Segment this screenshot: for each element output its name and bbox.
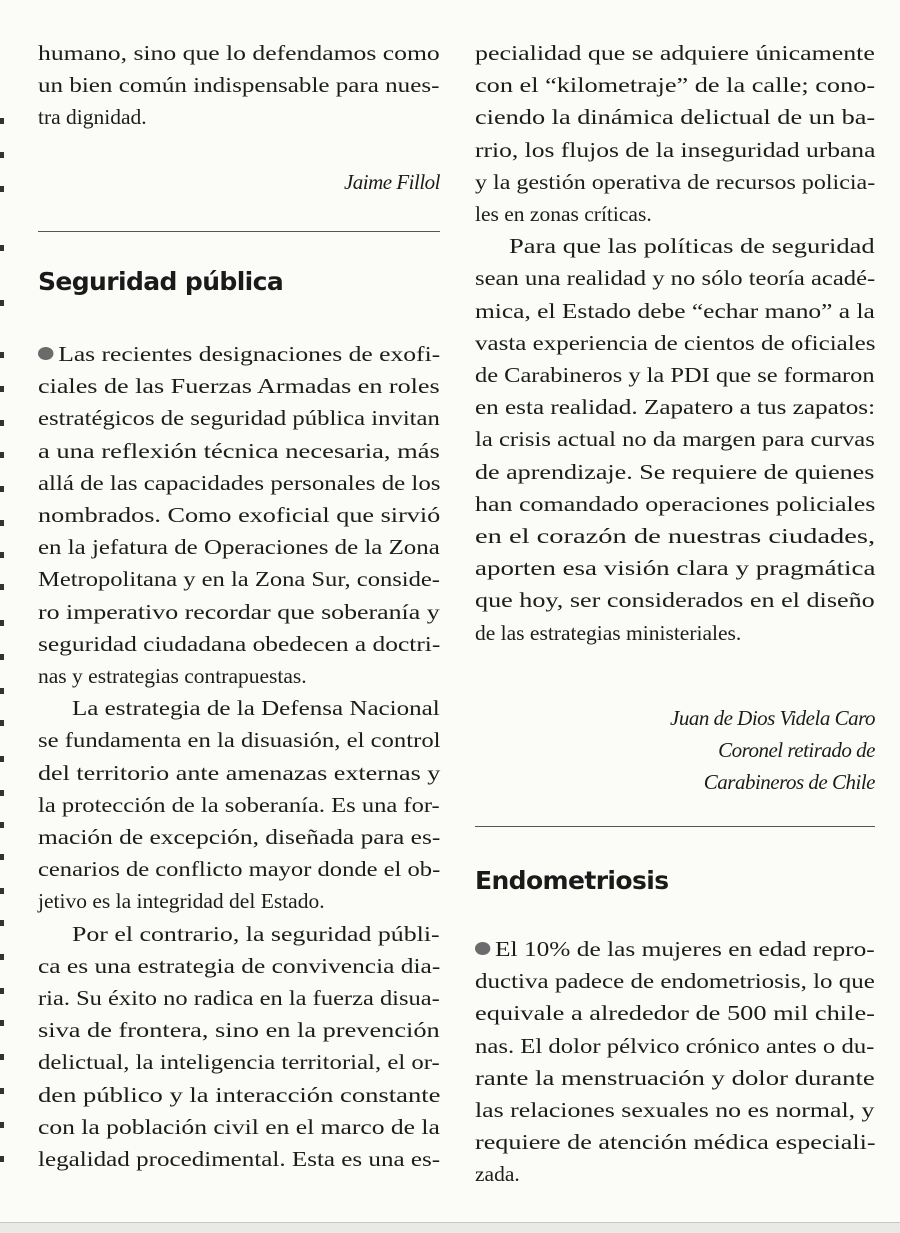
text-line-content: delictual, la inteligencia territorial, el or- [38,1050,440,1075]
text-line-content: Por el contrario, la seguridad públi- [72,921,440,946]
edge-mark [0,118,4,124]
text-line-content: allá de las capacidades personales de los [38,470,441,495]
heading-seguridad-publica: Seguridad pública [38,267,284,296]
text-line-content: ca es una estrategia de convivencia dia- [38,953,441,978]
edge-mark [0,552,4,558]
bullet-icon [475,942,490,955]
text-line-content: ciendo la dinámica delictual de un ba- [475,105,876,130]
edge-mark [0,1156,4,1162]
text-line [38,982,440,1014]
text-line [475,965,875,997]
text-line [475,933,875,965]
text-line [38,596,440,628]
text-line-content: aporten esa visión clara y pragmática [475,556,876,581]
text-line [475,295,875,327]
text-line-content: mación de excepción, diseñada para es- [38,825,441,849]
signature-jaime-fillol: Jaime Fillol [343,170,440,194]
text-line [475,166,875,198]
text-line-content: les en zonas críticas. [475,202,652,226]
text-line [38,789,440,821]
text-line-content: ductiva padece de endometriosis, lo que [475,969,875,994]
signature-line: Juan de Dios Videla Caro [670,706,875,730]
text-line [475,1062,875,1094]
text-line [475,423,875,455]
text-line [72,918,440,950]
text-line [475,997,875,1029]
text-line [38,1079,440,1111]
edge-mark [0,1122,4,1128]
text-line [475,359,875,391]
text-line [38,435,440,467]
text-line-content: siva de frontera, sino en la prevención [38,1018,440,1043]
text-line [38,499,440,531]
text-line-content: de aprendizaje. Se requiere de quienes [475,459,875,484]
text-line-content: den público y la interacción constante [38,1082,441,1107]
text-line-content: humano, sino que lo defendamos como [38,41,440,65]
text-line-content: ro imperativo recordar que soberanía y [38,599,440,624]
edge-mark [0,420,4,426]
text-line-content: cenarios de conflicto mayor donde el ob- [38,857,441,882]
text-line [475,1094,874,1126]
text-line-content: La estrategia de la Defensa Nacional [72,696,440,721]
text-line [475,552,875,584]
edge-mark [0,954,4,960]
text-line-content: ria. Su éxito no radica en la fuerza disua- [38,986,440,1010]
text-line [38,69,439,101]
text-line [475,134,875,166]
text-line [38,1143,440,1175]
text-line-content: Las recientes designaciones de exofi- [58,342,441,366]
text-line-content: seguridad ciudadana obedecen a doctri- [38,631,441,656]
text-line-content: las relaciones sexuales no es normal, y [475,1098,875,1122]
section-divider [475,826,875,827]
edge-mark [0,1020,4,1026]
signature-line: Carabineros de Chile [703,770,875,795]
text-line [38,370,440,402]
page-bottom-border [0,1222,900,1233]
edge-mark [0,620,4,626]
edge-mark [0,352,4,358]
text-line-content: nombrados. Como exoficial que sirvió [38,503,441,527]
edge-mark [0,756,4,762]
signature-line: Coronel retirado de [718,738,875,763]
text-line [38,338,440,370]
text-line-content: pecialidad que se adquiere únicamente [475,41,875,65]
text-line [509,230,875,262]
text-line [475,101,875,133]
text-line-content: han comandado operaciones policiales [475,491,876,516]
text-line [475,584,875,616]
edge-mark [0,1054,4,1060]
edge-mark [0,988,4,994]
text-line-content: ciales de las Fuerzas Armadas en roles [38,374,440,399]
text-line [475,327,876,359]
edge-mark [0,152,4,158]
text-line-content: la crisis actual no da margen para curvas [475,427,875,452]
text-line [475,262,875,294]
edge-mark [0,520,4,526]
edge-mark [0,452,4,458]
edge-mark [0,920,4,926]
text-line [475,391,875,423]
edge-mark [0,300,4,306]
text-line-content: en el corazón de nuestras ciudades, [475,524,876,548]
edge-mark [0,245,4,251]
text-line [475,488,875,520]
edge-mark [0,688,4,694]
edge-mark [0,584,4,590]
text-line [38,1111,440,1143]
text-line-content: a una reflexión técnica necesaria, más [38,438,440,463]
text-line-content: se fundamenta en la disuasión, el control [38,728,441,753]
text-line [38,1046,440,1078]
text-line-content: nas y estrategias contrapuestas. [38,664,307,688]
text-line-content: Para que las políticas de seguridad [509,234,875,259]
text-line [38,821,440,853]
edge-mark [0,854,4,860]
text-line [38,402,440,434]
edge-mark [0,822,4,828]
text-line [38,885,325,917]
text-line [72,692,440,724]
text-line [38,37,440,69]
text-line [475,520,875,552]
text-line-content: rrio, los flujos de la inseguridad urbana [475,137,876,162]
text-line-content: Metropolitana y en la Zona Sur, conside- [38,567,440,592]
text-line [38,101,147,133]
heading-endometriosis: Endometriosis [475,866,669,895]
text-line [38,628,440,660]
text-line [38,660,307,692]
text-line [475,37,875,69]
text-line-content: del territorio ante amenazas externas y [38,760,441,785]
text-line-content: de Carabineros y la PDI que se formaron [475,363,875,387]
text-line-content: zada. [475,1162,520,1187]
text-line-content: con el “kilometraje” de la calle; cono- [475,73,876,98]
edge-mark [0,790,4,796]
text-line-content: equivale a alrededor de 500 mil chile- [475,1001,875,1026]
text-line [38,724,441,756]
bullet-icon [38,347,53,360]
text-line-content: que hoy, ser considerados en el diseño [475,588,875,613]
text-line [475,617,741,649]
edge-mark [0,186,4,192]
text-line-content: un bien común indispensable para nues- [38,73,440,98]
text-line [475,1030,874,1062]
text-line-content: rante la menstruación y dolor durante [475,1065,875,1090]
text-line [475,1126,876,1158]
text-line [475,198,652,230]
text-line-content: de las estrategias ministeriales. [475,620,742,645]
text-line-content: sean una realidad y no sólo teoría acadé- [475,266,876,291]
text-line-content: en la jefatura de Operaciones de la Zona [38,535,440,560]
text-line [475,69,875,101]
edge-mark [0,386,4,392]
text-line [38,563,440,595]
text-line-content: estratégicos de seguridad pública invitan [38,406,440,431]
text-line-content: tra dignidad. [38,105,147,130]
edge-mark [0,888,4,894]
text-line [38,467,441,499]
edge-mark [0,486,4,492]
text-line-content: mica, el Estado debe “echar mano” a la [475,298,875,323]
edge-mark [0,654,4,660]
text-line-content: la protección de la soberanía. Es una for- [38,792,440,817]
text-line-content: legalidad procedimental. Esta es una es- [38,1147,441,1171]
text-line-content: y la gestión operativa de recursos policia- [475,169,876,194]
text-line-content: nas. El dolor pélvico crónico antes o du- [475,1033,875,1058]
text-line [475,456,874,488]
edge-mark [0,1088,4,1094]
edge-mark [0,720,4,726]
text-line-content: requiere de atención médica especiali- [475,1130,876,1155]
text-line-content: vasta experiencia de cientos de oficiales [475,330,876,355]
text-line [38,1014,440,1046]
text-line-content: en esta realidad. Zapatero a tus zapatos: [475,395,876,420]
text-line-content: El 10% de las mujeres en edad repro- [495,937,875,961]
text-line [475,1158,520,1190]
text-line-content: jetivo es la integridad del Estado. [38,889,325,914]
text-line [38,950,440,982]
text-line [38,757,440,789]
section-divider [38,231,440,232]
text-line [38,531,440,563]
text-line-content: con la población civil en el marco de la [38,1114,440,1139]
text-line [38,853,440,885]
